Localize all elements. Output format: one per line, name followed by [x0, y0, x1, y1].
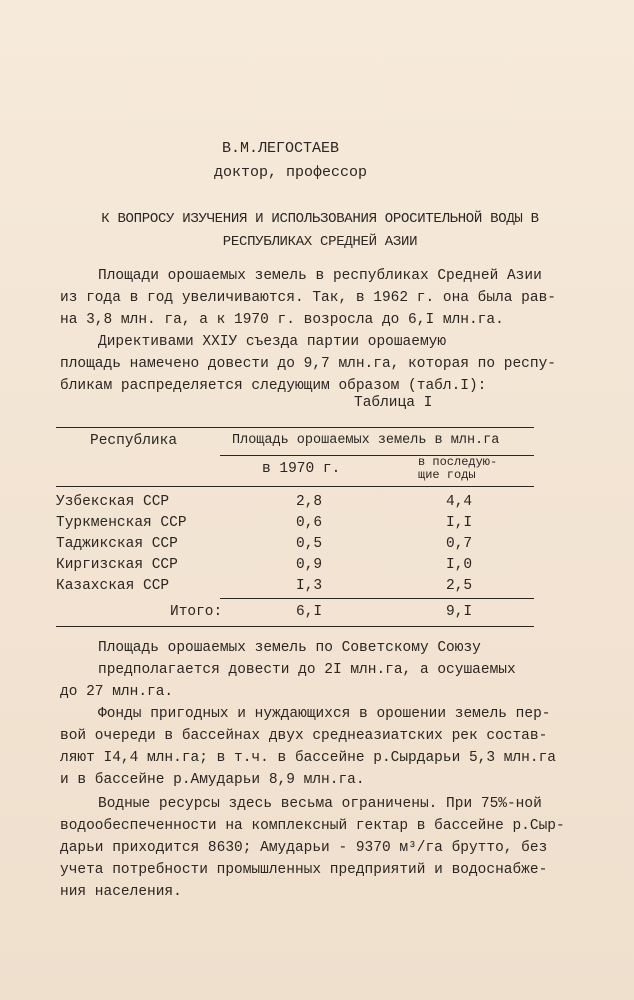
- table-row-next: 0,7: [446, 536, 473, 552]
- table-row-1970: 2,8: [296, 494, 323, 510]
- intro-line: Директивами XXIУ съезда партии орошаемую: [98, 334, 447, 350]
- table-row-name: Казахская ССР: [56, 578, 170, 594]
- intro-line: на 3,8 млн. га, а к 1970 г. возросла до 6,I млн.га.: [60, 312, 504, 328]
- table-row-next: I,0: [446, 557, 473, 573]
- body-line: ляют I4,4 млн.га; в т.ч. в бассейне р.Сырдарьи 5,3 млн.га: [60, 750, 556, 766]
- article-title: К ВОПРОСУ ИЗУЧЕНИЯ И ИСПОЛЬЗОВАНИЯ ОРОСИТЕЛЬНОЙ ВОДЫ В РЕСПУБЛИКАХ СРЕДНЕЙ АЗИИ: [101, 211, 539, 250]
- intro-line: из года в год увеличиваются. Так, в 1962 г. она была рав-: [60, 290, 556, 306]
- table-total-rule: [220, 598, 534, 599]
- intro-line: бликам распределяется следующим образом (табл.I):: [60, 378, 487, 394]
- body-line: Фонды пригодных и нуждающихся в орошении земель пер-: [98, 706, 551, 722]
- table-total-label: Итого:: [170, 604, 223, 620]
- table-row-name: Туркменская ССР: [56, 515, 187, 531]
- table-col-next-line1: в последую-: [418, 455, 498, 469]
- table-header-rule: [56, 486, 534, 487]
- intro-line: площадь намечено довести до 9,7 млн.га, которая по респу-: [60, 356, 556, 372]
- author-degree: доктор, профессор: [214, 164, 368, 181]
- table-total-next: 9,I: [446, 604, 473, 620]
- table-top-rule: [56, 427, 534, 428]
- body-line: вой очереди в бассейнах двух среднеазиатских рек состав-: [60, 728, 548, 744]
- table-col-republic: Республика: [90, 433, 178, 449]
- table-row-1970: 0,5: [296, 536, 323, 552]
- body-line: Площадь орошаемых земель по Советскому Союзу: [98, 640, 481, 656]
- table-col-area: Площадь орошаемых земель в млн.га: [232, 433, 500, 448]
- table-row-name: Киргизская ССР: [56, 557, 178, 573]
- body-line: предполагается довести до 2I млн.га, а осушаемых: [98, 662, 516, 678]
- body-line: ния населения.: [60, 884, 182, 900]
- body-line: до 27 млн.га.: [60, 684, 174, 700]
- table-row-name: Узбекская ССР: [56, 494, 170, 510]
- body-line: Водные ресурсы здесь весьма ограничены. При 75%-ной: [98, 796, 542, 812]
- table-row-name: Таджикская ССР: [56, 536, 178, 552]
- body-line: дарьи приходится 8630; Амударьи - 9370 м³/га брутто, без: [60, 840, 548, 856]
- intro-line: Площади орошаемых земель в республиках Средней Азии: [98, 268, 542, 284]
- table-col-next-line2: щие годы: [418, 468, 476, 482]
- table-row-1970: 0,6: [296, 515, 323, 531]
- body-line: учета потребности промышленных предприятий и водоснабже-: [60, 862, 548, 878]
- table-col-1970: в 1970 г.: [262, 461, 341, 477]
- author-name: В.М.ЛЕГОСТАЕВ: [222, 140, 340, 157]
- table-row-1970: I,3: [296, 578, 323, 594]
- table-caption: Таблица I: [354, 395, 433, 411]
- table-total-1970: 6,I: [296, 604, 323, 620]
- table-row-1970: 0,9: [296, 557, 323, 573]
- body-line: и в бассейне р.Амударьи 8,9 млн.га.: [60, 772, 365, 788]
- table-row-next: I,I: [446, 515, 473, 531]
- table-bottom-rule: [56, 626, 534, 627]
- body-line: водообеспеченности на комплексный гектар в бассейне р.Сыр-: [60, 818, 565, 834]
- table-row-next: 2,5: [446, 578, 473, 594]
- table-row-next: 4,4: [446, 494, 473, 510]
